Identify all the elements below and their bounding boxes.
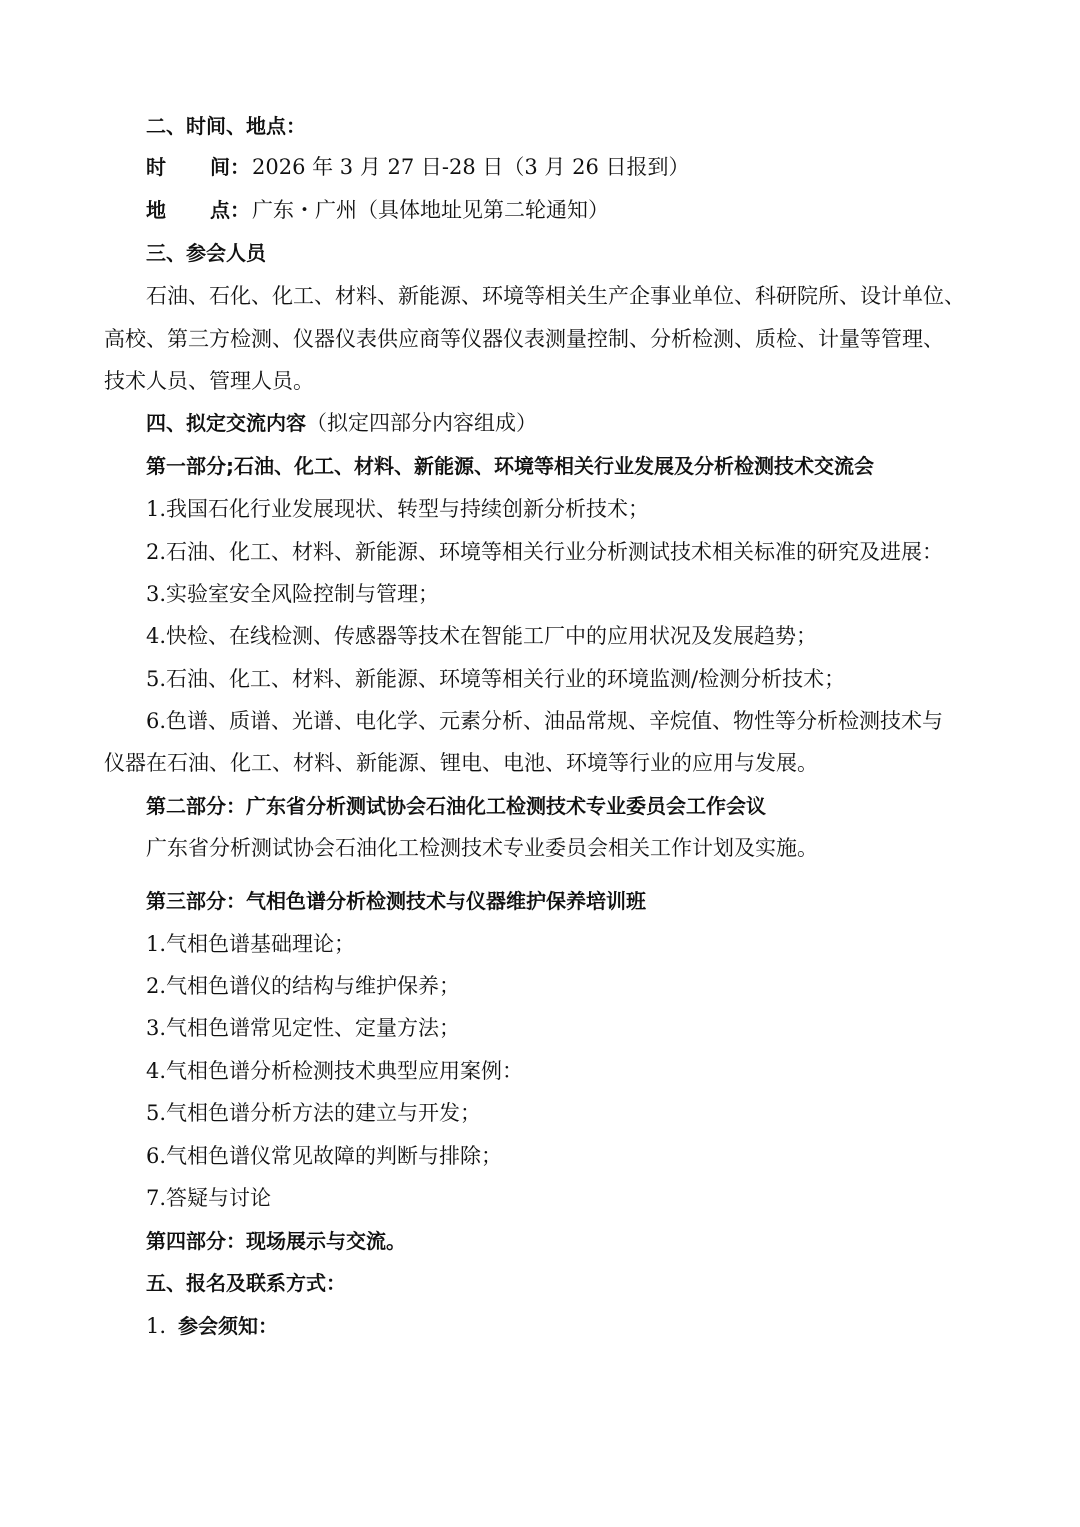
- part-1-title: 第一部分;石油、化工、材料、新能源、环境等相关行业发展及分析检测技术交流会: [146, 454, 874, 478]
- registration-item-1-text: 参会须知：: [178, 1314, 278, 1338]
- part-3-item: 3.气相色谱常见定性、定量方法；: [146, 1016, 461, 1040]
- section-4-note: （拟定四部分内容组成）: [306, 411, 537, 435]
- registration-item-1: [146, 1312, 278, 1340]
- part-1-item: 2.石油、化工、材料、新能源、环境等相关行业分析测试技术相关标准的研究及进展：: [146, 540, 944, 564]
- part-3-item: 6.气相色谱仪常见故障的判断与排除；: [146, 1144, 503, 1168]
- participants-line-3: 技术人员、管理人员。: [104, 369, 314, 393]
- place-line: [146, 196, 609, 224]
- section-2-heading: 二、时间、地点：: [146, 114, 306, 138]
- participants-line-1: 石油、石化、化工、材料、新能源、环境等相关生产企事业单位、科研院所、设计单位、: [146, 284, 965, 308]
- part-1-item: 5.石油、化工、材料、新能源、环境等相关行业的环境监测/检测分析技术；: [146, 667, 846, 691]
- part-1-item: 4.快检、在线检测、传感器等技术在智能工厂中的应用状况及发展趋势；: [146, 624, 818, 648]
- part-1-item-continued: 仪器在石油、化工、材料、新能源、锂电、电池、环境等行业的应用与发展。: [104, 751, 818, 775]
- part-3-title: 第三部分：气相色谱分析检测技术与仪器维护保养培训班: [146, 889, 646, 913]
- part-1-item: 6.色谱、质谱、光谱、电化学、元素分析、油品常规、辛烷值、物性等分析检测技术与: [146, 709, 944, 733]
- time-label: 时 间：: [146, 155, 250, 179]
- part-2-title: 第二部分：广东省分析测试协会石油化工检测技术专业委员会工作会议: [146, 794, 766, 818]
- place-label: 地 点：: [146, 198, 250, 222]
- time-value: 2026 年 3 月 27 日-28 日（3 月 26 日报到）: [252, 155, 690, 179]
- part-1-item: 3.实验室安全风险控制与管理；: [146, 582, 440, 606]
- part-4-title: 第四部分：现场展示与交流。: [146, 1229, 406, 1253]
- participants-line-2: 高校、第三方检测、仪器仪表供应商等仪器仪表测量控制、分析检测、质检、计量等管理、: [104, 327, 944, 351]
- part-3-item: 1.气相色谱基础理论；: [146, 932, 356, 956]
- place-value: 广东・广州（具体地址见第二轮通知）: [252, 198, 609, 222]
- part-1-item: 1.我国石化行业发展现状、转型与持续创新分析技术；: [146, 497, 650, 521]
- section-3-heading: 三、参会人员: [146, 241, 266, 265]
- registration-item-1-number: 1.: [146, 1314, 167, 1338]
- part-3-item: 4.气相色谱分析检测技术典型应用案例：: [146, 1059, 524, 1083]
- section-4-heading: 四、拟定交流内容（拟定四部分内容组成）: [146, 411, 537, 435]
- section-5-heading: 五、报名及联系方式：: [146, 1271, 346, 1295]
- part-3-item: 5.气相色谱分析方法的建立与开发；: [146, 1101, 482, 1125]
- part-3-item: 7.答疑与讨论: [146, 1186, 272, 1210]
- part-2-text: 广东省分析测试协会石油化工检测技术专业委员会相关工作计划及实施。: [146, 836, 818, 860]
- time-line: [146, 153, 690, 181]
- part-3-item: 2.气相色谱仪的结构与维护保养；: [146, 974, 461, 998]
